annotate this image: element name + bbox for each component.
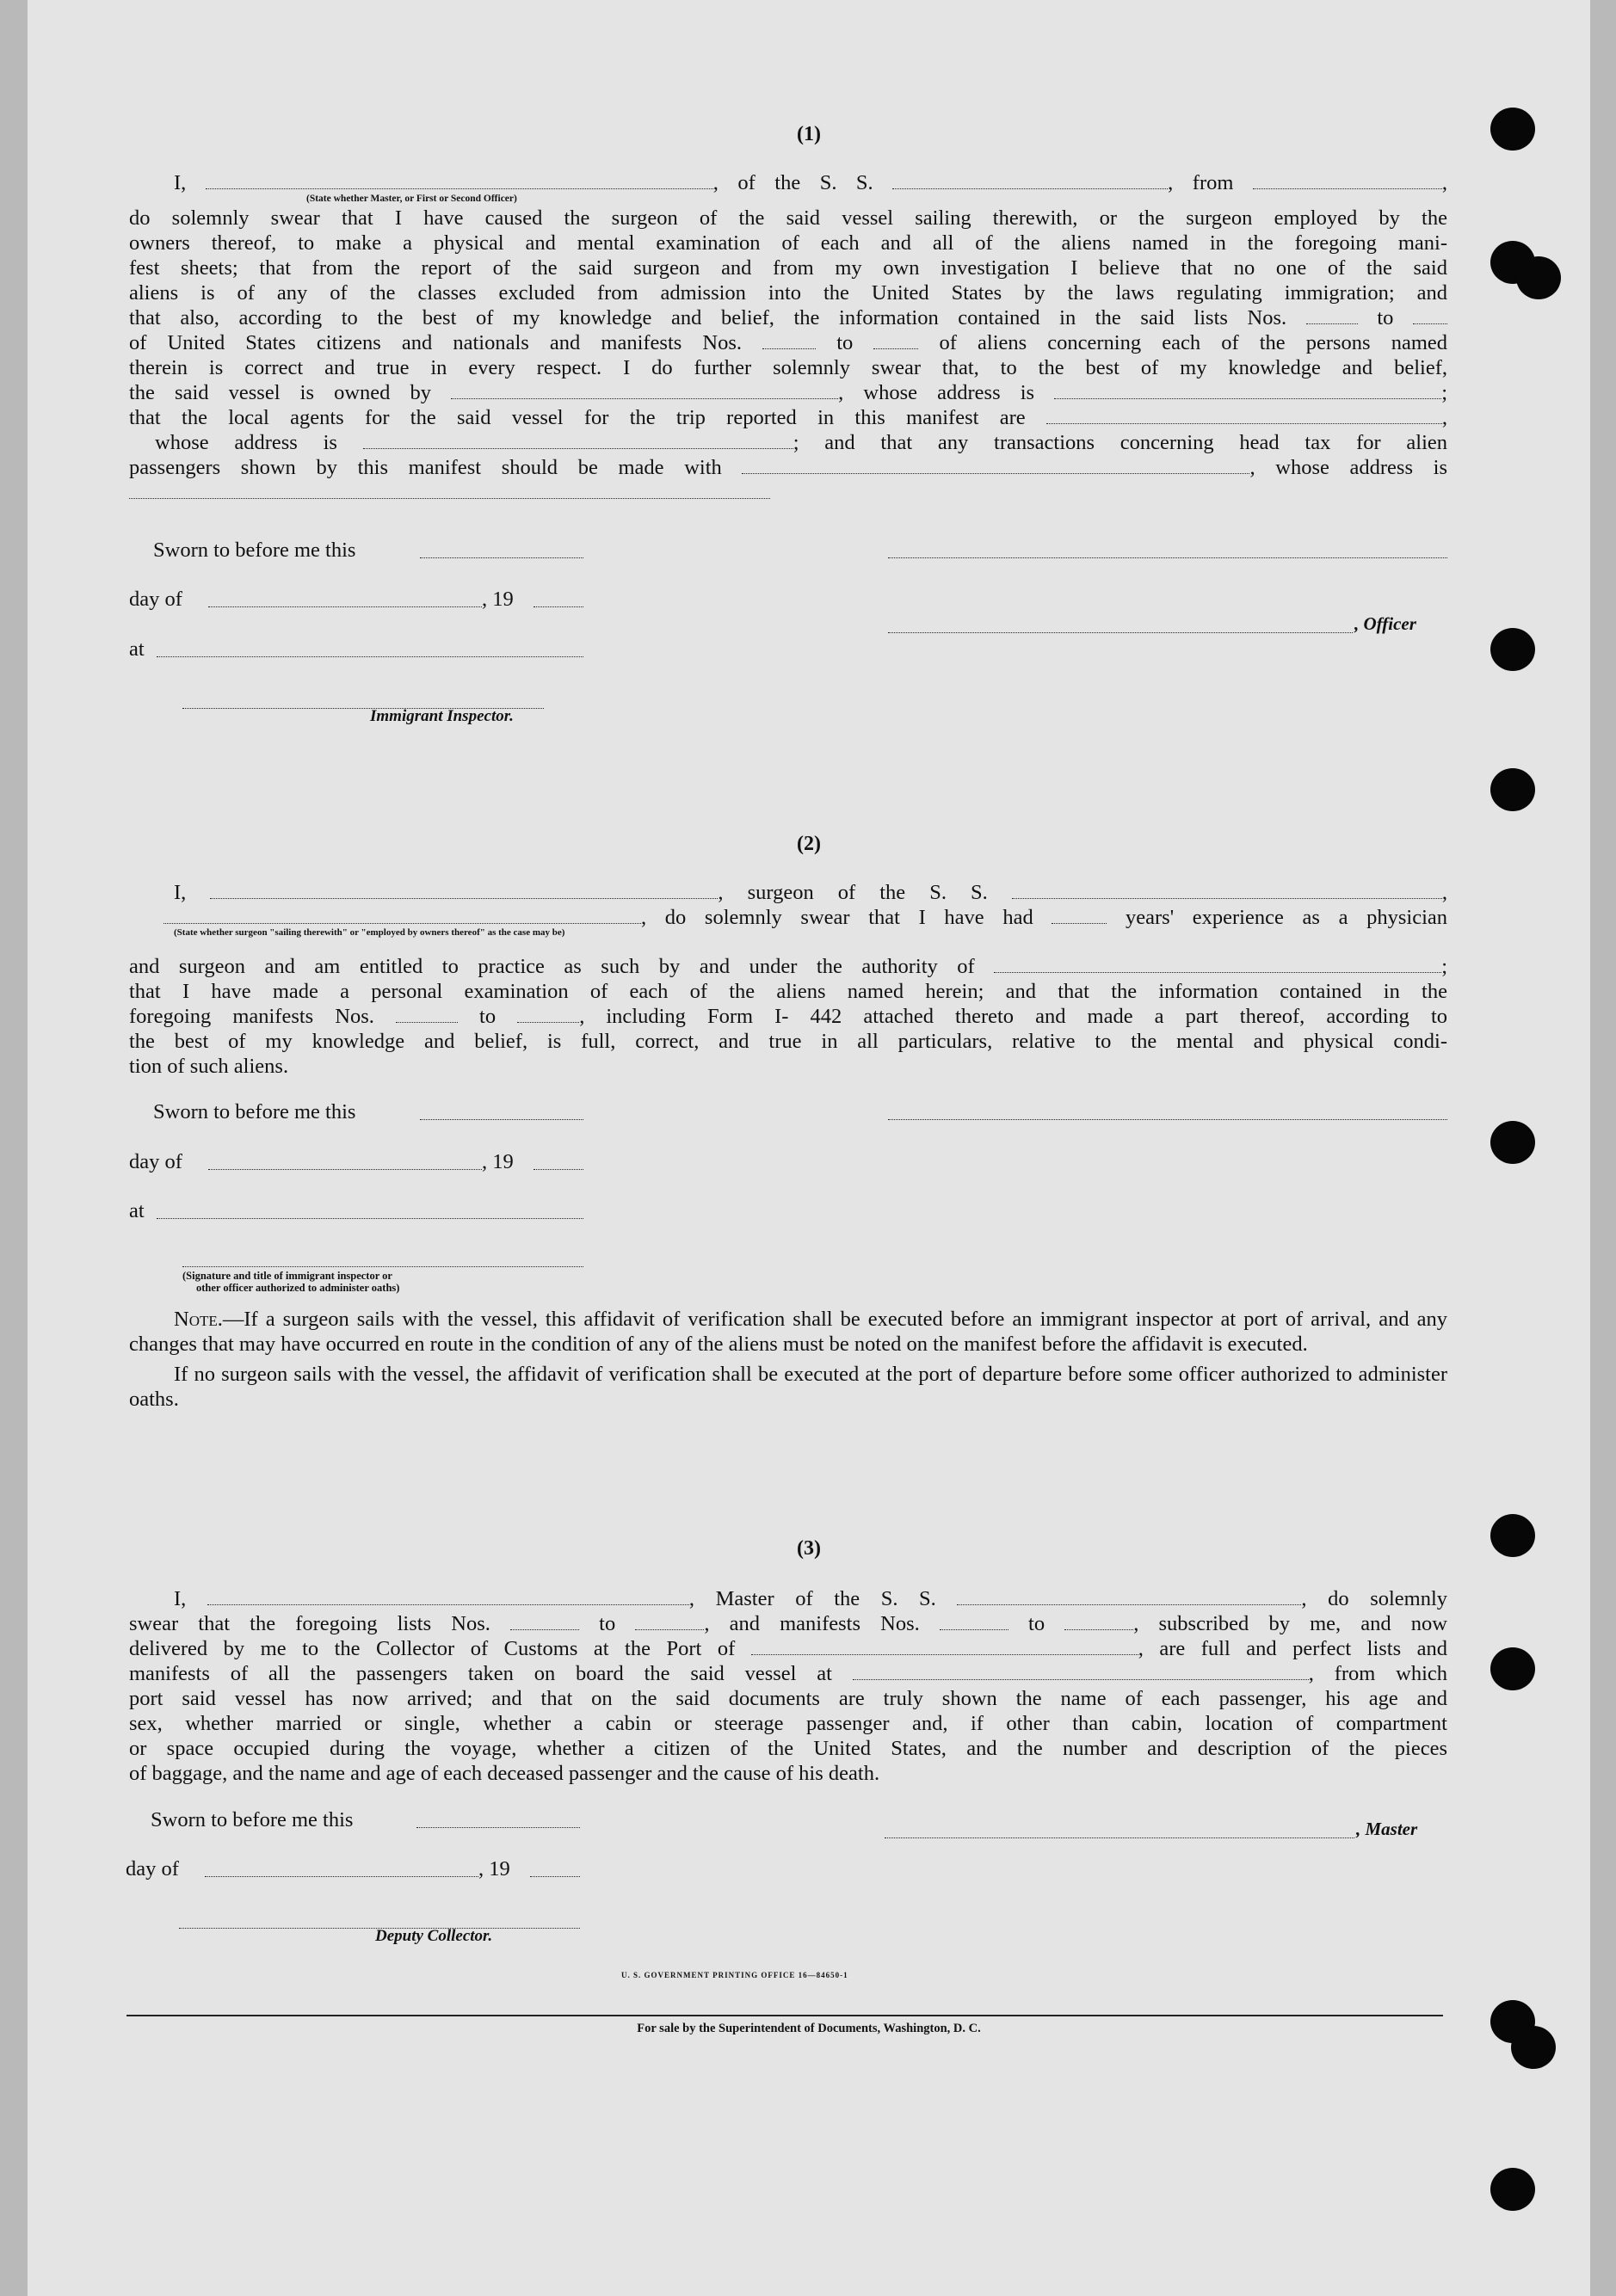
section-2-heading: (2) (797, 833, 821, 855)
port-field[interactable] (751, 1640, 1138, 1655)
day-label: day of (129, 588, 182, 611)
surgeon-ship-field[interactable] (1012, 883, 1442, 899)
surgeon-status-caption: (State whether surgeon "sailing therewith" or "employed by owners thereof" as the case may be) (174, 927, 565, 938)
section-1-line: I, , of the S. S. , from , (174, 171, 1448, 194)
owner-address-field[interactable] (1054, 384, 1441, 399)
section-1-line: owners thereof, to make a physical and mental examination of each and all of the aliens named in the foregoing mani- (129, 231, 1447, 255)
sworn-label: Sworn to before me this (151, 1808, 354, 1831)
manifests-to-field[interactable] (873, 334, 918, 349)
section-1-line: the said vessel is owned by , whose address is ; (129, 381, 1447, 404)
surgeon-signature-field[interactable] (888, 1102, 1447, 1120)
rank-caption: (State whether Master, or First or Second Officer) (306, 194, 517, 204)
section-3-line: manifests of all the passengers taken on board the said vessel at , from which (129, 1662, 1448, 1685)
officer-name-field[interactable] (888, 615, 1353, 633)
section-1-body (129, 170, 1447, 505)
day-field[interactable] (208, 589, 482, 607)
sworn-label: Sworn to before me this (153, 539, 356, 562)
owner-field[interactable] (451, 384, 838, 399)
head-tax-address-field[interactable] (129, 483, 770, 499)
day-label: day of (126, 1857, 179, 1881)
manifests-from-field[interactable] (762, 334, 816, 349)
note-2: If no surgeon sails with the vessel, the affidavit of verification shall be executed at the port of departure before some officer authorized to administer oaths. (129, 1363, 1447, 1411)
surgeon-note (129, 1307, 1447, 1412)
sworn-date-field[interactable] (416, 1810, 580, 1828)
local-agents-field[interactable] (1046, 409, 1442, 424)
sworn-label: Sworn to before me this (153, 1100, 356, 1123)
manifests-from-field[interactable] (940, 1615, 1008, 1630)
section-2-line: I, , surgeon of the S. S. , (174, 881, 1448, 904)
year-label: , 19 (478, 1857, 510, 1881)
note-text: —If a surgeon sails with the vessel, this affidavit of verification shall be executed before an immigrant inspector at port of arrival, and any changes that may have occurred en route in the condition of any of the aliens must be noted on the manifest before the affidavit is executed. (129, 1308, 1447, 1356)
year-field[interactable] (534, 589, 583, 607)
manifests-to-field[interactable] (1064, 1615, 1133, 1630)
lists-to-field[interactable] (635, 1615, 704, 1630)
sale-notice: For sale by the Superintendent of Documents, Washington, D. C. (637, 2022, 981, 2035)
section-2-body (129, 880, 1447, 1079)
master-label: , Master (1356, 1819, 1418, 1839)
deputy-label: Deputy Collector. (375, 1927, 493, 1945)
surgeon-status-field[interactable] (163, 908, 641, 924)
section-3-line: swear that the foregoing lists Nos. to , and manifests Nos. to , subscribed by me, and now (129, 1612, 1447, 1635)
foregoing-to-field[interactable] (517, 1007, 579, 1023)
at-field[interactable] (157, 639, 583, 657)
lists-from-field[interactable] (510, 1615, 579, 1630)
day-field[interactable] (205, 1859, 478, 1877)
years-experience-field[interactable] (1052, 908, 1107, 924)
section-1-line (129, 480, 1447, 505)
section-1-line: that the local agents for the said vessel for the trip reported in this manifest are , (129, 406, 1448, 429)
section-1-line: fest sheets; that from the report of the said surgeon and from my own investigation I believe that no one of the said (129, 256, 1447, 280)
lists-from-field[interactable] (1306, 309, 1358, 324)
ship-name-field[interactable] (892, 174, 1168, 189)
section-1-line: therein is correct and true in every respect. I do further solemnly swear that, to the best of my knowledge and belief, (129, 356, 1447, 379)
officer-signature-field[interactable] (888, 540, 1447, 558)
year-field[interactable] (534, 1152, 583, 1170)
lists-to-field[interactable] (1413, 309, 1447, 324)
punch-hole (1490, 2168, 1535, 2211)
form-page (28, 0, 1590, 2296)
punch-hole (1490, 628, 1535, 671)
section-1-line: passengers shown by this manifest should be made with , whose address is (129, 456, 1448, 479)
section-3-line: port said vessel has now arrived; and that on the said documents are truly shown the name of each passenger, his age and (129, 1687, 1447, 1710)
at-field[interactable] (157, 1201, 583, 1219)
section-3-line: or space occupied during the voyage, whether a citizen of the United States, and the number and description of the pieces (129, 1737, 1447, 1760)
section-2-line: foregoing manifests Nos. to , including Form I- 442 attached thereto and made a part thereof, according to (129, 1005, 1448, 1028)
section-1-line: do solemnly swear that I have caused the surgeon of the said vessel sailing therewith, or the surgeon employed by the (129, 206, 1447, 230)
signature-caption: other officer authorized to administer oaths) (196, 1282, 400, 1294)
sworn-date-field[interactable] (420, 1102, 583, 1120)
head-tax-contact-field[interactable] (742, 459, 1249, 474)
section-2-line: the best of my knowledge and belief, is full, correct, and true in all particulars, relative to the mental and physical condi- (129, 1030, 1447, 1053)
boarding-port-field[interactable] (853, 1665, 1309, 1680)
year-label: , 19 (482, 1150, 514, 1173)
section-1-heading: (1) (797, 123, 821, 145)
officer-label: , Officer (1354, 613, 1416, 634)
section-1-line: that also, according to the best of my knowledge and belief, the information contained in the said lists Nos. to (129, 305, 1447, 330)
inspector-label: Immigrant Inspector. (370, 707, 514, 725)
punch-hole (1490, 768, 1535, 811)
section-3-body (129, 1586, 1447, 1786)
sworn-date-field[interactable] (420, 540, 583, 558)
section-3-line: of baggage, and the name and age of each deceased passenger and the cause of his death. (129, 1762, 880, 1785)
foregoing-from-field[interactable] (396, 1007, 458, 1023)
inspector-signature-field[interactable] (182, 691, 544, 709)
rank-field[interactable] (206, 174, 713, 189)
agents-address-field[interactable] (363, 434, 793, 449)
section-1-line: of United States citizens and nationals and manifests Nos. to of aliens concerning each of the persons named (129, 331, 1448, 354)
punch-hole (1490, 1647, 1535, 1690)
section-1-line: whose address is ; and that any transactions concerning head tax for alien (155, 431, 1448, 454)
footer-rule (126, 2015, 1443, 2016)
departure-port-field[interactable] (1253, 174, 1442, 189)
section-2-line: that I have made a personal examination of each of the aliens named herein; and that the information contained in the (129, 980, 1447, 1003)
master-signature-field[interactable] (885, 1820, 1354, 1838)
authority-field[interactable] (994, 957, 1441, 973)
deputy-signature-field[interactable] (179, 1911, 580, 1929)
printer-imprint: U. S. GOVERNMENT PRINTING OFFICE 16—84650-1 (621, 1971, 848, 1979)
signature-caption: (Signature and title of immigrant inspector or (182, 1270, 392, 1282)
section-2-line: , do solemnly swear that I have had years' experience as a physician (129, 905, 1447, 930)
at-label: at (129, 637, 145, 661)
day-label: day of (129, 1150, 182, 1173)
section-1-line: aliens is of any of the classes excluded from admission into the United States by the laws regulating immigration; and (129, 281, 1447, 305)
section-2-line: tion of such aliens. (129, 1055, 289, 1078)
section-3-line: I, , Master of the S. S. , do solemnly (174, 1587, 1448, 1610)
day-field[interactable] (208, 1152, 482, 1170)
master-ship-field[interactable] (957, 1590, 1301, 1605)
section-3-heading: (3) (797, 1537, 821, 1560)
section-2-line: and surgeon and am entitled to practice as such by and under the authority of ; (129, 955, 1448, 978)
section-3-line: delivered by me to the Collector of Customs at the Port of , are full and perfect lists and (129, 1637, 1447, 1660)
year-label: , 19 (482, 588, 514, 611)
year-field[interactable] (530, 1859, 580, 1877)
section-3-line: sex, whether married or single, whether a cabin or steerage passenger and, if other than cabin, location of compartment (129, 1712, 1447, 1735)
note-label: Note. (174, 1308, 223, 1331)
inspector-signature-field[interactable] (182, 1249, 583, 1267)
at-label: at (129, 1199, 145, 1222)
surgeon-name-field[interactable] (210, 883, 718, 899)
punch-hole (1516, 256, 1561, 299)
punch-hole (1490, 1121, 1535, 1164)
master-name-field[interactable] (207, 1590, 689, 1605)
